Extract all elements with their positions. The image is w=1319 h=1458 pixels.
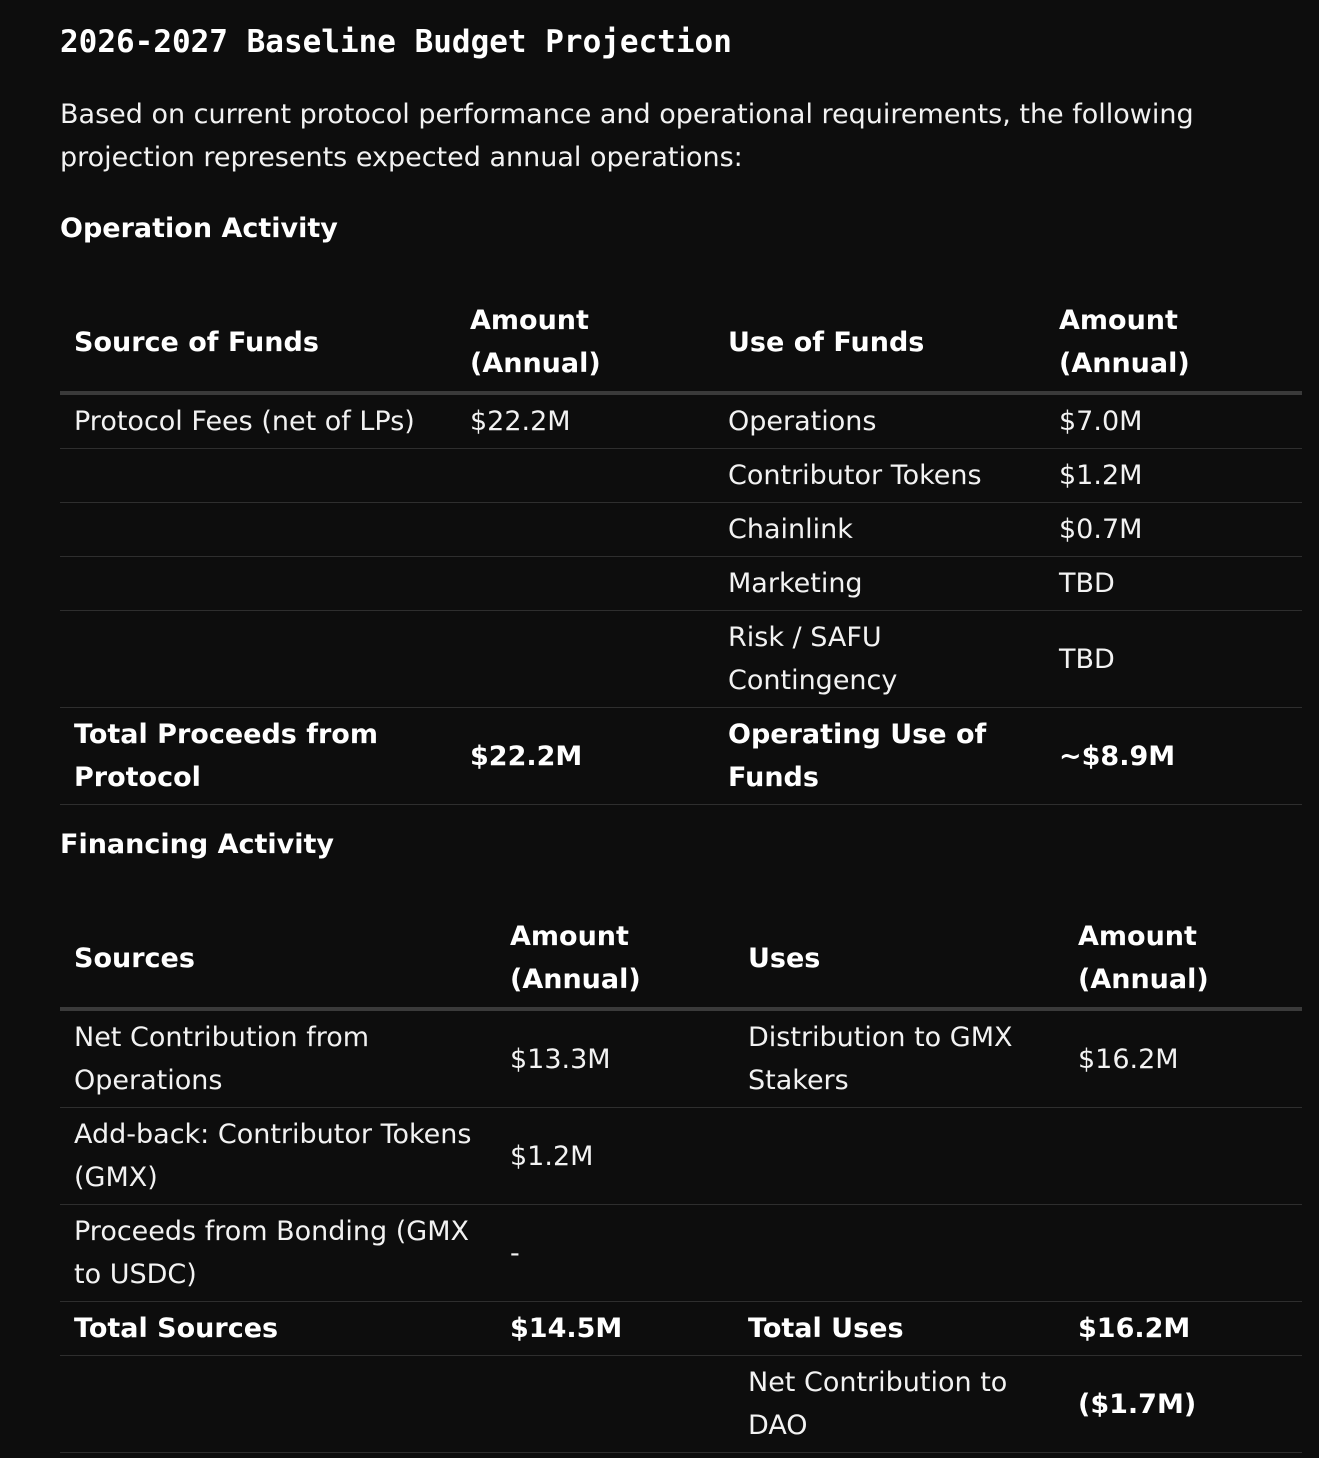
financing-activity-table	[60, 903, 1302, 1453]
table-row	[60, 611, 1302, 708]
table-cell: Chainlink	[728, 514, 853, 545]
column-header: Amount (Annual)	[1078, 921, 1209, 995]
table-cell	[456, 503, 714, 557]
document	[60, 18, 1302, 1453]
table-cell: $22.2M	[470, 406, 571, 437]
table-row	[60, 503, 1302, 557]
table-cell: $16.2M	[1078, 1313, 1191, 1344]
table-cell	[60, 449, 456, 503]
table-row	[60, 1108, 1302, 1205]
table-header-row	[60, 287, 1302, 393]
table-cell: $0.7M	[1059, 514, 1143, 545]
total-row	[60, 708, 1302, 805]
operation-activity-heading: Operation Activity	[60, 213, 338, 244]
table-cell	[734, 1108, 1064, 1205]
column-header: Amount (Annual)	[470, 305, 601, 379]
table-cell: Operations	[728, 406, 877, 437]
table-cell: Net Contribution from Operations	[74, 1022, 370, 1096]
table-cell: TBD	[1059, 643, 1115, 675]
net-contribution-row	[60, 1356, 1302, 1453]
table-row	[60, 393, 1302, 449]
table-cell	[60, 611, 456, 708]
table-cell: -	[510, 1237, 520, 1269]
table-cell	[60, 557, 456, 611]
page-title: 2026-2027 Baseline Budget Projection	[60, 24, 732, 60]
table-cell: Risk / SAFU Contingency	[728, 622, 898, 696]
table-cell: Total Proceeds from Protocol	[74, 719, 378, 793]
table-cell	[1064, 1108, 1302, 1205]
table-cell: Proceeds from Bonding (GMX to USDC)	[74, 1216, 469, 1290]
column-header: Sources	[74, 942, 195, 974]
table-row	[60, 449, 1302, 503]
table-cell: $14.5M	[510, 1313, 623, 1344]
table-cell: Add-back: Contributor Tokens (GMX)	[74, 1119, 472, 1193]
table-cell	[1064, 1205, 1302, 1302]
table-cell	[734, 1205, 1064, 1302]
table-cell: Total Sources	[74, 1313, 279, 1344]
table-row	[60, 1009, 1302, 1108]
table-cell: $1.2M	[510, 1140, 594, 1172]
table-cell	[60, 503, 456, 557]
table-cell	[456, 611, 714, 708]
table-cell: Marketing	[728, 568, 863, 599]
table-cell: Distribution to GMX Stakers	[748, 1022, 1013, 1096]
column-header: Amount (Annual)	[510, 921, 641, 995]
table-row	[60, 1205, 1302, 1302]
table-cell: $13.3M	[510, 1043, 611, 1075]
table-cell	[60, 1356, 496, 1453]
column-header: Amount (Annual)	[1059, 305, 1190, 379]
table-cell: Operating Use of Funds	[728, 719, 987, 793]
financing-activity-heading: Financing Activity	[60, 829, 334, 860]
table-cell: TBD	[1059, 568, 1115, 599]
table-cell: Protocol Fees (net of LPs)	[74, 406, 415, 437]
table-cell	[456, 557, 714, 611]
table-cell	[456, 449, 714, 503]
table-cell: ~$8.9M	[1059, 740, 1176, 772]
table-cell: Net Contribution to DAO	[748, 1367, 1008, 1441]
table-cell	[496, 1356, 734, 1453]
table-cell: $22.2M	[470, 740, 583, 772]
table-cell: Total Uses	[748, 1313, 904, 1344]
table-cell: $16.2M	[1078, 1043, 1179, 1075]
total-row	[60, 1302, 1302, 1356]
intro-paragraph: Based on current protocol performance and operational requirements, the following projection represents expected annual operations:	[60, 99, 1194, 173]
column-header: Use of Funds	[728, 326, 925, 358]
table-cell: ($1.7M)	[1078, 1388, 1197, 1420]
table-header-row	[60, 903, 1302, 1009]
table-cell: Contributor Tokens	[728, 460, 982, 491]
column-header: Uses	[748, 942, 821, 974]
table-cell: $1.2M	[1059, 460, 1143, 491]
column-header: Source of Funds	[74, 326, 319, 358]
operation-activity-table	[60, 287, 1302, 805]
table-row	[60, 557, 1302, 611]
table-cell: $7.0M	[1059, 406, 1143, 437]
